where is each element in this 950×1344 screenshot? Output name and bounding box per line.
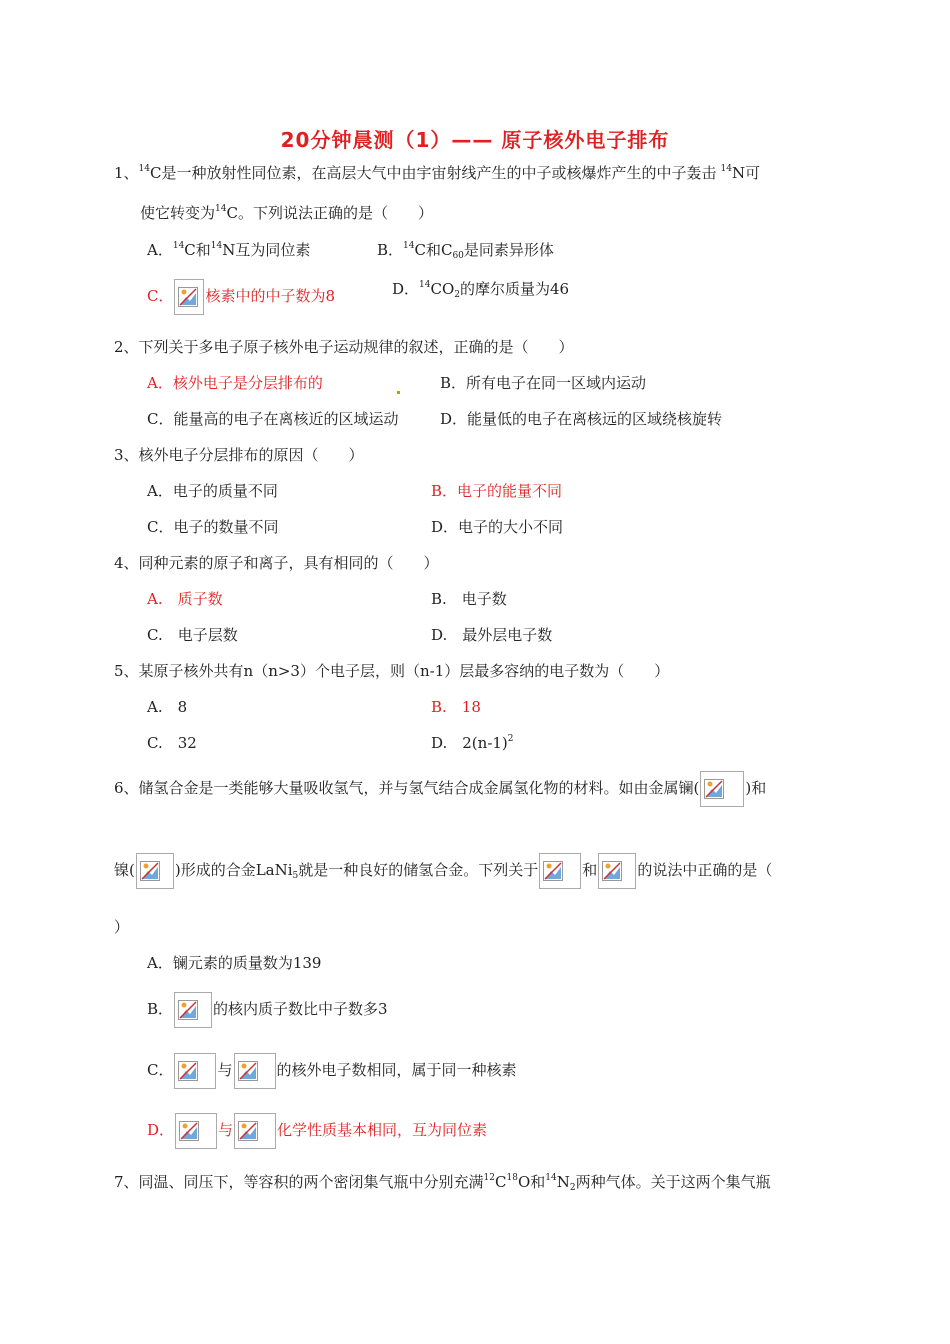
question-2-option-b: B．所有电子在同一区域内运动: [440, 374, 647, 392]
question-1-option-d: D．$^{14}CO_2$的摩尔质量为46: [392, 280, 570, 300]
question-3-option-b: B．电子的能量不同: [431, 482, 563, 500]
question-3-option-c: C．电子的数量不同: [147, 518, 279, 536]
question-2-stem: 2、下列关于多电子原子核外电子运动规律的叙述，正确的是（ ）: [114, 338, 574, 356]
question-2-option-c: C．能量高的电子在离核近的区域运动: [147, 410, 399, 428]
question-6-option-b: B． 的核内质子数比中子数多3: [147, 992, 388, 1028]
question-5-option-a: A. 8: [147, 698, 188, 716]
question-3-option-d: D．电子的大小不同: [431, 518, 564, 536]
question-1-option-c: C． 核素中的中子数为8: [147, 279, 335, 315]
question-6-stem: 6、储氢合金是一类能够大量吸收氢气，并与氢气结合成金属氢化物的材料。如由金属镧( )和: [114, 771, 766, 807]
page-title: 20分钟晨测（1）—— 原子核外电子排布: [280, 128, 670, 152]
question-4-option-b: B. 电子数: [431, 590, 507, 608]
broken-image-icon: [175, 1113, 217, 1149]
question-4-option-a: A. 质子数: [147, 590, 223, 608]
question-6-option-c: C． 与 的核外电子数相同，属于同一种核素: [147, 1053, 517, 1089]
question-2-option-a: A．核外电子是分层排布的: [147, 374, 323, 392]
broken-image-icon: [174, 992, 212, 1028]
question-4-option-c: C. 电子层数: [147, 626, 238, 644]
marker-dot: [397, 381, 400, 401]
broken-image-icon: [136, 853, 174, 889]
broken-image-icon: [174, 1053, 216, 1089]
question-1-stem: 1、$^{14}$C是一种放射性同位素，在高层大气中由宇宙射线产生的中子或核爆炸产生的中子轰击 $^{14}$N可: [114, 164, 761, 182]
question-6-stem-cont: 镍( )形成的合金LaNi$_5$就是一种良好的储氢合金。下列关于 和 的说法中正确的是（: [114, 853, 772, 889]
broken-image-icon: [234, 1113, 276, 1149]
question-3-option-a: A．电子的质量不同: [147, 482, 278, 500]
question-4-option-d: D. 最外层电子数: [431, 626, 553, 644]
question-5-stem: 5、某原子核外共有n（n>3）个电子层，则（n-1）层最多容纳的电子数为（ ）: [114, 662, 670, 680]
question-6-option-d: D． 与 化学性质基本相同，互为同位素: [147, 1113, 487, 1149]
broken-image-icon: [234, 1053, 276, 1089]
question-1-stem-cont: 使它转变为$^{14}$C。下列说法正确的是（ ）: [140, 204, 433, 222]
question-1-option-a: A．$^{14}$C和$^{14}$N互为同位素: [147, 241, 311, 259]
question-5-option-b: B. 18: [431, 698, 481, 716]
question-6-option-a: A．镧元素的质量数为139: [147, 954, 322, 972]
broken-image-icon: [598, 853, 636, 889]
question-1-option-b: B．$^{14}$C和$C_{60}$是同素异形体: [377, 241, 554, 261]
question-7-stem: 7、同温、同压下，等容积的两个密闭集气瓶中分别充满$^{12}C^{18}O$和$^{14}N_2$两种气体。关于这两个集气瓶: [114, 1173, 771, 1193]
question-6-stem-end: ）: [114, 918, 130, 936]
question-5-option-c: C. 32: [147, 734, 197, 752]
question-3-stem: 3、核外电子分层排布的原因（ ）: [114, 446, 364, 464]
question-2-option-d: D．能量低的电子在离核远的区域绕核旋转: [440, 410, 723, 428]
question-5-option-d: D. $2(n-1)^2$: [431, 734, 514, 752]
broken-image-icon: [174, 279, 204, 315]
broken-image-icon: [700, 771, 744, 807]
question-4-stem: 4、同种元素的原子和离子，具有相同的（ ）: [114, 554, 439, 572]
broken-image-icon: [539, 853, 581, 889]
